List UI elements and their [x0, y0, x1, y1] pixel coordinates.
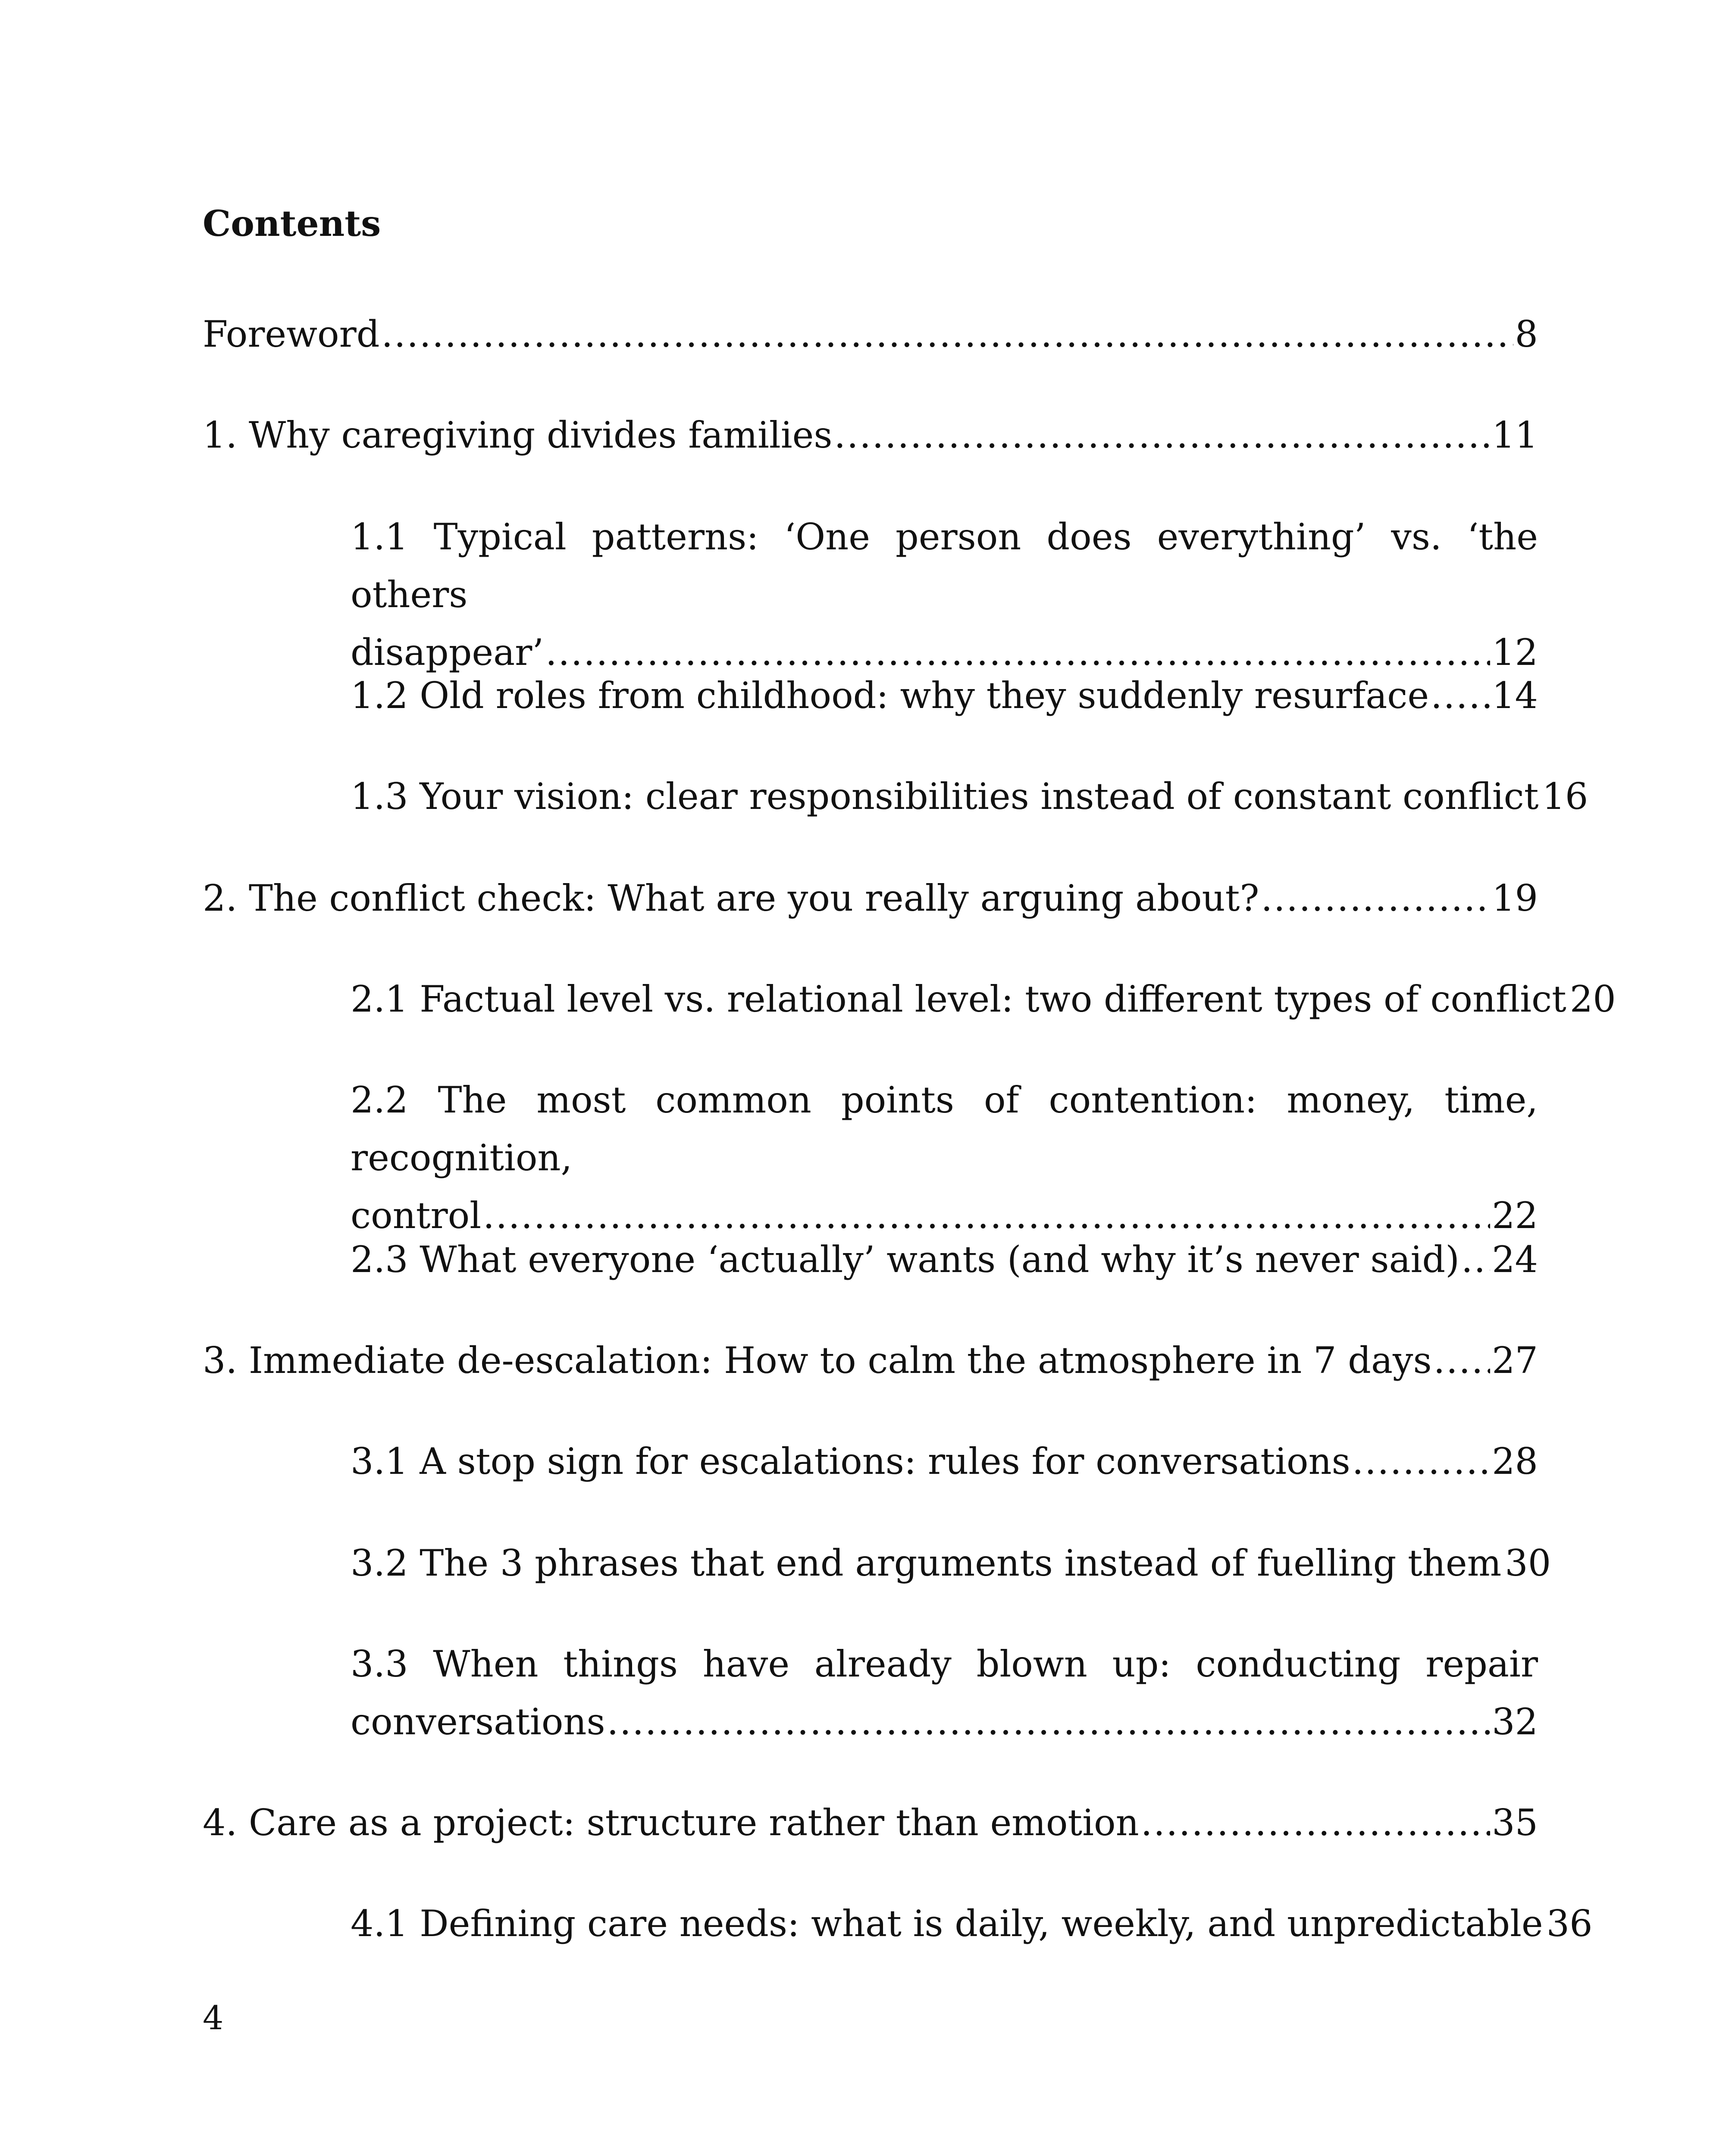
dot-leader [1261, 869, 1490, 927]
toc-entry-chapter-3[interactable] [203, 1332, 1538, 1389]
toc-entry-section-1-3[interactable] [351, 768, 1588, 825]
toc-entry-page: 19 [1492, 877, 1538, 919]
toc-entry-section-3-3[interactable] [351, 1635, 1538, 1751]
dot-leader [1461, 1231, 1490, 1288]
toc-entry-title: disappear’ [351, 631, 544, 674]
toc-entry-title: 4. Care as a project: structure rather than emotion [203, 1802, 1139, 1844]
dot-leader [1434, 1332, 1491, 1389]
toc-entry-title: 2. The conflict check: What are you really arguing about? [203, 877, 1259, 919]
toc-entry-page: 35 [1492, 1802, 1538, 1844]
toc-entry-section-2-3[interactable] [351, 1231, 1538, 1288]
toc-entry-title: 1. Why caregiving divides families [203, 414, 833, 456]
dot-leader [1352, 1432, 1490, 1490]
toc-entry-page: 14 [1492, 674, 1538, 717]
toc-entry-section-1-2[interactable] [351, 667, 1538, 724]
toc-entry-title: 3.2 The 3 phrases that end arguments instead of fuelling them [351, 1542, 1502, 1584]
toc-entry-title: 4.1 Defining care needs: what is daily, weekly, and unpredictable [351, 1902, 1543, 1945]
toc-entry-title: Foreword [203, 313, 380, 355]
toc-entry-page: 30 [1505, 1542, 1551, 1584]
page-title: Contents [203, 203, 381, 244]
toc-entry-page: 36 [1546, 1902, 1593, 1945]
toc-entry-page: 11 [1492, 414, 1538, 456]
toc-entry-title-line-1: 1.1 Typical patterns: ‘One person does everything’ vs. ‘the others [351, 516, 1538, 616]
dot-leader [1141, 1794, 1490, 1852]
toc-entry-title: 1.2 Old roles from childhood: why they suddenly resurface [351, 674, 1429, 717]
dot-leader [1431, 667, 1490, 724]
toc-entry-page: 22 [1492, 1194, 1538, 1237]
toc-entry-title: 3. Immediate de-escalation: How to calm the atmosphere in 7 days [203, 1339, 1432, 1382]
toc-entry-title: conversations [351, 1701, 605, 1743]
toc-entry-section-3-1[interactable] [351, 1432, 1538, 1490]
toc-entry-title: control [351, 1194, 482, 1237]
toc-entry-page: 24 [1492, 1238, 1538, 1281]
toc-entry-section-1-1[interactable] [351, 508, 1538, 681]
page-number: 4 [203, 1999, 224, 2037]
toc-entry-page: 16 [1542, 775, 1588, 818]
toc-entry-title: 2.3 What everyone ‘actually’ wants (and why it’s never said) [351, 1238, 1460, 1281]
dot-leader [834, 406, 1490, 464]
toc-entry-section-4-1[interactable] [351, 1895, 1593, 1952]
toc-entry-page: 20 [1569, 978, 1616, 1020]
toc-entry-title: 3.1 A stop sign for escalations: rules for conversations [351, 1440, 1350, 1482]
toc-entry-page: 32 [1492, 1701, 1538, 1743]
toc-entry-foreword[interactable] [203, 305, 1538, 363]
toc-entry-title-line-1: 3.3 When things have already blown up: conducting repair [351, 1643, 1538, 1685]
toc-entry-title-line-1: 2.2 The most common points of contention: money, time, recognition, [351, 1079, 1538, 1179]
dot-leader [382, 305, 1513, 363]
toc-entry-page: 8 [1515, 313, 1538, 355]
toc-entry-page: 27 [1492, 1339, 1538, 1382]
dot-leader [607, 1693, 1490, 1751]
toc-entry-page: 12 [1492, 631, 1538, 674]
toc-entry-chapter-2[interactable] [203, 869, 1538, 927]
toc-entry-page: 28 [1492, 1440, 1538, 1482]
toc-entry-title: 1.3 Your vision: clear responsibilities instead of constant conflict [351, 775, 1539, 818]
toc-entry-title: 2.1 Factual level vs. relational level: two different types of conflict [351, 978, 1566, 1020]
toc-entry-chapter-1[interactable] [203, 406, 1538, 464]
toc-entry-section-3-2[interactable] [351, 1534, 1551, 1592]
toc-entry-section-2-1[interactable] [351, 970, 1616, 1028]
toc-entry-chapter-4[interactable] [203, 1794, 1538, 1852]
toc-entry-section-2-2[interactable] [351, 1071, 1538, 1244]
